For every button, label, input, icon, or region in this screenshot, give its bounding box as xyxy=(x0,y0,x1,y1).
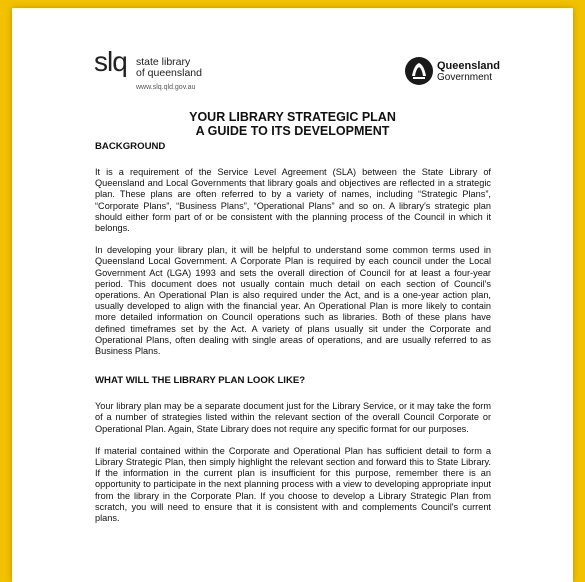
background-paragraph-2: In developing your library plan, it will be helpful to understand some common terms used in Queensland Local Government. A Corporate Plan is required by each council under the Local Government Act (LGA) 1993 and sets the overall direction of Council for at least a four-year period. This document does not usually contain much detail on each section of Council's operations. An Operational Plan is also required under the Act, and is a one-year action plan, usually developed to align with the financial year. An Operational Plan is more likely to contain more detailed information on Council operations such as libraries. Both of these plans have defined timeframes set by the Act. A variety of plans usually sit under the Corporate and Operational Plans, often dealing with single areas of operations, and are usually referred to as Business Plans. xyxy=(95,245,491,357)
look-like-paragraph-2: If material contained within the Corporate and Operational Plan has sufficient detail to form a Library Strategic Plan, then simply highlight the relevant section and forward this to State Library. If the information in the current plan is insufficient for this purpose, remember there is an opportunity to participate in the next planning process with a view to developing appropriate input from the library in the Corporate Plan. If you choose to develop a Library Strategic Plan from scratch, you will need to ensure that it is consistent with and complements Council's current plans. xyxy=(95,445,491,524)
title-line1: YOUR LIBRARY STRATEGIC PLAN xyxy=(189,110,396,124)
document-title xyxy=(12,110,573,138)
document-page xyxy=(12,8,573,582)
qg-sub: Government xyxy=(437,72,493,83)
slq-line1: state library xyxy=(136,56,191,68)
title-line2: A GUIDE TO ITS DEVELOPMENT xyxy=(195,124,390,138)
look-like-paragraph-1: Your library plan may be a separate document just for the Library Service, or it may take the form of a number of strategies listed within the relevant section of the overall Council Corporate or Operational Plan. Again, State Library does not require any specific format for our purposes. xyxy=(95,401,491,434)
slq-logo-mark: slq xyxy=(94,46,127,77)
background-paragraph-1: It is a requirement of the Service Level Agreement (SLA) between the State Library of Queensland and Local Governments that library goals and objectives are reflected in a strategic plan. These plans are often referred to by a variety of names, including “Strategic Plans”, “Corporate Plans”, “Business Plans”, “Operational Plans” and so on. A library's strategic plan should either form part of or be consistent with the planning process of the Council in which it belongs. xyxy=(95,167,491,234)
slq-url: www.slq.qld.gov.au xyxy=(136,84,196,91)
section-heading-look-like: WHAT WILL THE LIBRARY PLAN LOOK LIKE? xyxy=(95,375,306,387)
document-header xyxy=(12,8,573,108)
slq-logo-text xyxy=(136,57,202,79)
slq-line2: of queensland xyxy=(136,67,202,79)
document-body xyxy=(95,141,491,535)
section-heading-background: BACKGROUND xyxy=(95,141,166,152)
queensland-crest-icon xyxy=(404,56,434,86)
qg-name: Queensland xyxy=(437,60,500,72)
